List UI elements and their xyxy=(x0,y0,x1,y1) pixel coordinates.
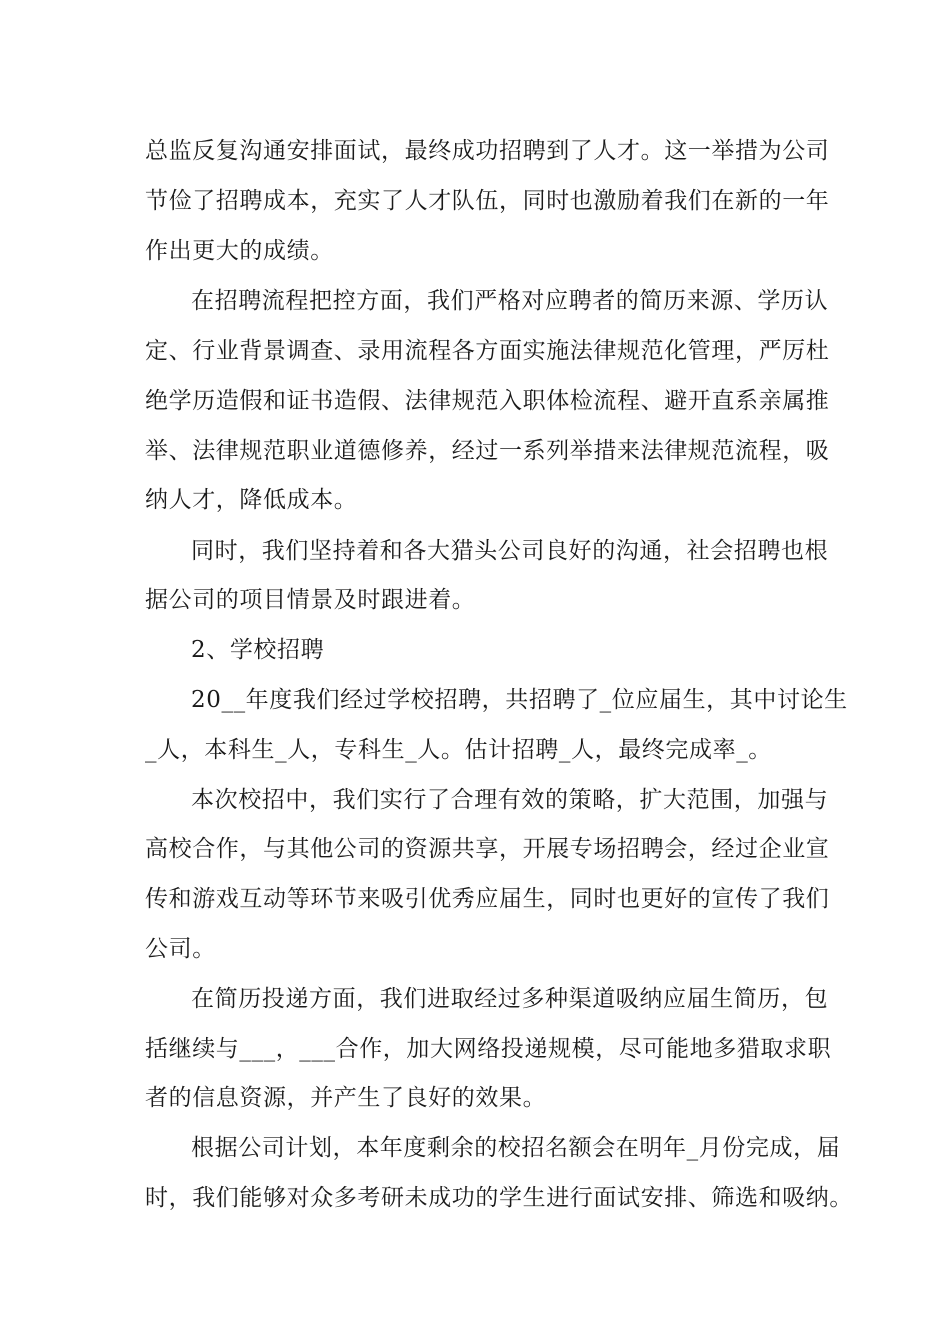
paragraph-line: 绝学历造假和证书造假、法律规范入职体检流程、避开直系亲属推 xyxy=(145,388,830,414)
paragraph-line: 者的信息资源，并产生了良好的效果。 xyxy=(145,1085,547,1111)
paragraph-line: 20__年度我们经过学校招聘，共招聘了_位应届生，其中讨论生 xyxy=(191,687,848,713)
paragraph-line: 纳人才，降低成本。 xyxy=(145,487,358,513)
paragraph-line: 据公司的项目情景及时跟进着。 xyxy=(145,587,476,613)
paragraph-line: 在简历投递方面，我们进取经过多种渠道吸纳应届生简历，包 xyxy=(191,986,829,1012)
paragraph-line: 在招聘流程把控方面，我们严格对应聘者的简历来源、学历认 xyxy=(191,288,829,314)
paragraph-line: 定、行业背景调查、录用流程各方面实施法律规范化管理，严厉杜 xyxy=(145,338,830,364)
paragraph-line: 时，我们能够对众多考研未成功的学生进行面试安排、筛选和吸纳。 xyxy=(145,1185,853,1211)
paragraph-line: 传和游戏互动等环节来吸引优秀应届生，同时也更好的宣传了我们 xyxy=(145,886,830,912)
paragraph-line: 高校合作，与其他公司的资源共享，开展专场招聘会，经过企业宣 xyxy=(145,836,830,862)
paragraph-line: 总监反复沟通安排面试，最终成功招聘到了人才。这一举措为公司 xyxy=(145,138,830,164)
paragraph-line: 举、法律规范职业道德修养，经过一系列举措来法律规范流程，吸 xyxy=(145,438,830,464)
paragraph-line: 节俭了招聘成本，充实了人才队伍，同时也激励着我们在新的一年 xyxy=(145,188,830,214)
paragraph-line: 根据公司计划，本年度剩余的校招名额会在明年_月份完成，届 xyxy=(191,1135,841,1161)
paragraph-line: 公司。 xyxy=(145,936,216,962)
paragraph-line: 括继续与___，___合作，加大网络投递规模，尽可能地多猎取求职 xyxy=(145,1036,832,1062)
paragraph-line: 本次校招中，我们实行了合理有效的策略，扩大范围，加强与 xyxy=(191,787,829,813)
paragraph-line: 同时，我们坚持着和各大猎头公司良好的沟通，社会招聘也根 xyxy=(191,538,829,564)
paragraph-line: 作出更大的成绩。 xyxy=(145,238,334,264)
section-heading: 2、学校招聘 xyxy=(191,637,325,663)
paragraph-line: _人，本科生_人，专科生_人。估计招聘_人，最终完成率_。 xyxy=(145,737,772,763)
